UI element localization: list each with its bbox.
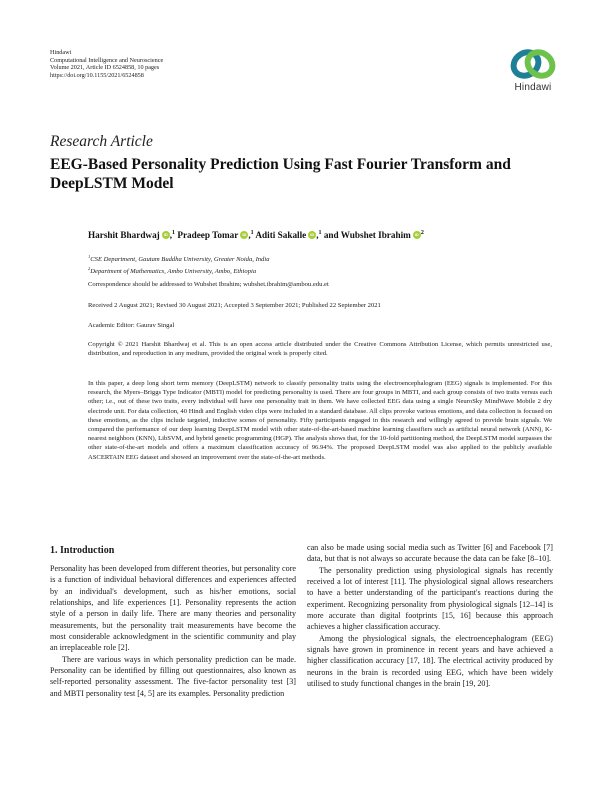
correspondence: Correspondence should be addressed to Wubshet Ibrahim; wubshet.ibrahim@ambou.edu.et [88,281,329,288]
paragraph: There are various ways in which personality prediction can be made. Personality can be identified by filling out questionnaires, also known as self-reported personality assessment. The five-factor personality test [3] and MBTI personality test [4, 5] are its examples. Personality prediction [50,654,296,698]
orcid-icon[interactable] [308,231,316,239]
left-column [50,563,296,699]
abstract: In this paper, a deep long short term memory (DeepLSTM) network to classify personality traits using the electroencephalogram (EEG) signals is implemented. For this research, the Myers–Briggs Type Indicator (MBTI) model for predicting personality is used. There are four groups in MBTI, and each group consists of two traits versus each other; i.e., out of these two traits, every individual will have one personality trait in them. We have collected EEG data using a single NeuroSky MindWave Mobile 2 dry electrode unit. For data collection, 40 Hindi and English video clips were included in a standard database. All clips provoke various emotions, and data collection is focused on these emotions, as the clips include targeted, inductive scenes of personality. Fifty participants engaged in this research and willingly agreed to provide brain signals. We compared the performance of our deep learning DeepLSTM model with other state-of-the-art-based machine learning classifiers such as artificial neural network (ANN), K-nearest neighbors (KNN), LibSVM, and hybrid genetic programming (HGP). The analysis shows that, for the 10-fold partitioning method, the DeepLSTM model surpasses the other state-of-the-art models and offers a maximum classification accuracy of 96.94%. The proposed DeepLSTM model was also applied to the publicly available ASCERTAIN EEG dataset and showed an improvement over the state-of-the-art methods. [88,380,552,461]
journal-name: Computational Intelligence and Neuroscience [50,56,164,64]
logo-text: Hindawi [514,82,552,93]
journal-meta [50,49,163,79]
paragraph: The personality prediction using physiological signals has recently received a lot of interest [11]. The physiological signal allows researchers to have a better understanding of the participant's reactions during the experiment. Recognizing personality from physiological signals [12–14] is more accurate than digital footprints [15, 16] because this approach achieves a higher classification accuracy. [307,565,553,632]
author-list: Harshit Bhardwaj iD ,$^1$ Pradeep Tomar iD ,$^1$ Aditi Sakalle iD ,$^1$ and Wubshet Ibrahim iD $^2$ [88,230,424,240]
right-column [307,542,553,689]
hindawi-logo [500,47,566,93]
author-name[interactable]: Harshit Bhardwaj [88,230,160,241]
hindawi-rings-icon [506,47,560,81]
publisher-name: Hindawi [50,49,72,56]
academic-editor: Academic Editor: Gaurav Singal [88,322,175,329]
paragraph: Personality has been developed from different theories, but personality core is a function of individual behavioral differences and experiences affected by an individual's development, such as his/her emotions, social relationships, and life experiences [1]. Personality represents the action style of a person in daily life. There are many theories and personality measurements, but the personality trait measurements have become the most considerable acknowledgment in the scientific community and play an irreplaceable role [2]. [50,564,296,653]
affiliation-item: $^1$CSE Department, Gautam Buddha University, Greater Noida, India [88,254,270,264]
copyright-notice: Copyright © 2021 Harshit Bhardwaj et al. This is an open access article distributed under the Creative Commons Attribution License, which permits unrestricted use, distribution, and reproduction in any medium, provided the original work is properly cited. [88,341,552,358]
paragraph: can also be made using social media such as Twitter [6] and Facebook [7] data, but that is not always so accurate because the data can be fake [8–10]. [307,543,553,564]
article-title: EEG-Based Personality Prediction Using Fast Fourier Transform and DeepLSTM Model [50,156,511,192]
affiliation-item: $^2$Department of Mathematics, Ambo University, Ambo, Ethiopia [88,266,257,276]
orcid-icon[interactable] [240,231,248,239]
affiliations [88,252,270,276]
article-dates: Received 2 August 2021; Revised 30 August 2021; Accepted 3 September 2021; Published 22 September 2021 [88,302,381,309]
volume-line: Volume 2021, Article ID 6524858, 10 pages [50,64,160,72]
author-name[interactable]: Pradeep Tomar [177,230,239,241]
paragraph: Among the physiological signals, the electroencephalogram (EEG) signals have grown in prominence in recent years and have achieved a higher classification accuracy [17, 18]. The electrical activity produced by neurons in the brain is recorded using EEG, which have been widely utilised to study functional changes in the brain [19, 20]. [307,633,553,689]
author-name[interactable]: Wubshet Ibrahim [340,230,411,241]
author-name[interactable]: Aditi Sakalle [255,230,307,241]
article-type: Research Article [50,133,153,150]
doi-link[interactable]: https://doi.org/10.1155/2021/6524858 [50,71,144,79]
section-heading: 1. Introduction [50,545,115,556]
orcid-icon[interactable] [413,231,421,239]
orcid-icon[interactable] [162,231,170,239]
